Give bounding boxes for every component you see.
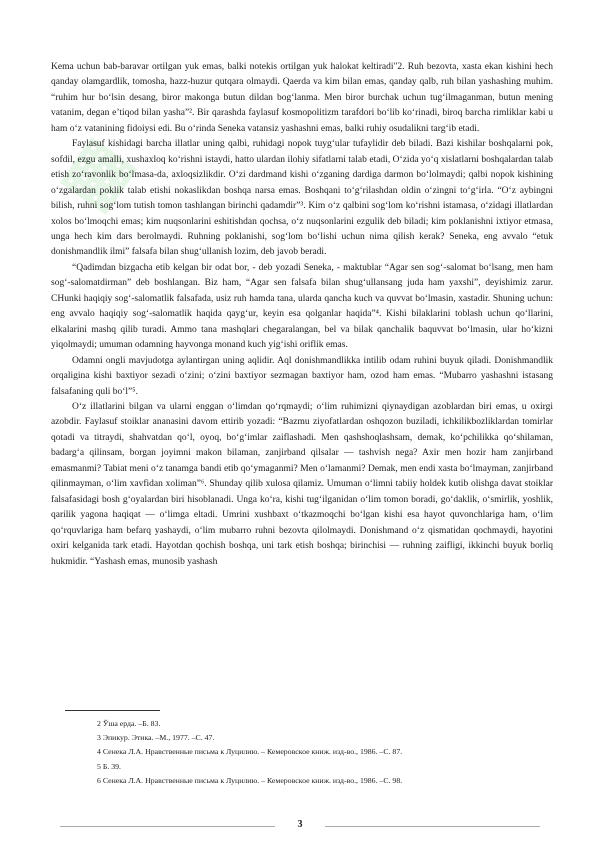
footer-rule-right [325, 826, 540, 827]
footnote-separator [65, 710, 160, 711]
footnote: 5 Б. 39. [97, 761, 121, 771]
footnotes [51, 710, 553, 788]
page-footer [60, 819, 540, 833]
watermark: ▦ [43, 119, 148, 223]
main-text [43, 60, 553, 570]
body-paragraph: O‘z illatlarini bilgan va ularni enggan o‘limdan qo‘rqmaydi; o‘lim ruhimizni qiynaydigan azoblardan biri emas, u oxirgi azobdir. Faylasuf stoiklar ananasini davom ettirib yozadi: “Bazmu ziyofatlardan oshqozon buziladi, ichkilikbozliklardan tomirlar qotadi va titraydi, shahvatdan qo‘l, oyoq, bo‘g‘imlar zaiflashadi. Men qashshoqlashsam, demak, ko‘pchilikka qo‘shilaman, badarg‘a qilinsam, borgan joyimni makon bilaman, zanjirband qilsalar — tashvish nega? Axir men hozir ham zanjirband emasmanmi? Tabiat meni o‘z tanamga bandi etib qo‘ymaganmi? Men o‘lamanmi? Demak, men endi xasta bo‘lmayman, zanjirband qilinmayman, o‘lim xavfidan xoliman”⁶. Shunday qilib xulosa qilamiz. Umuman o‘limni tabiiy holdek kutib olishga davat stoiklar falsafasidagi bosh g‘oyalardan biri hisoblanadi. Unga ko‘ra, kishi tug‘ilganidan o‘lim tomon boradi, go‘daklik, o‘smirlik, yoshlik, qarilik yagona haqiqat — o‘limga eltadi. Umrini xushbaxt o‘tkazmoqchi bo‘lgan kishi esa hayot quvonchlariga ham, o‘lim qo‘rquvlariga ham befarq yashaydi, o‘lim mubarro ruhni bezovta qilolmaydi. Donishmand o‘z qismatidan qochmaydi, hayotini oxiri kelganida tark etadi. Hayotdan qochish boshqa, uni tark etish boshqa; birinchisi — ruhning zaifligi, ikkinchi buyuk borliq hukmidir. “Yashash emas, munosib yashash [51, 401, 553, 567]
body-paragraph: Odamni ongli mavjudotga aylantirgan uning aqlidir. Aql donishmandlikka intilib odam ruhini buyuk qiladi. Donishmandlik orqaligina kishi baxtiyor sezadi o‘zini; o‘zini baxtiyor sezmagan baxtiyor ham, ozod ham emas. “Mubarro yashashni istasang falsafaning quli bo‘l”⁵. [51, 355, 553, 397]
body-paragraph: “Qadimdan bizgacha etib kelgan bir odat bor, - deb yozadi Seneka, - maktublar “Agar sen sog‘-salomat bo‘lsang, men ham sog‘-salomatdirman” deb boshlangan. Biz ham, “Agar sen falsafa bilan shug‘ullansang juda ham yaxshi”, deyishimiz zarur. CHunki haqiqiy sog‘-salomatlik falsafada, usiz ruh hamda tana, ularda qancha kuch va quvvat bo‘lmasin, xastadir. Shuning uchun: eng avvalo haqiqiy sog‘-salomatlik haqida qayg‘ur, keyin esa qolganlar haqida”⁴. Kishi bilaklarini toblash uchun qo‘llarini, elkalarini mashq qilib turadi. Ammo tana mashqlari chegaralangan, bel va bilak qanchalik baquvvat bo‘lmasin, ular ho‘kizni yiqolmaydi; umuman odamning hayvonga monand kuch yig‘ishi oriflik emas. [51, 262, 553, 351]
page-number: 3 [297, 819, 303, 830]
body-paragraph: Kema uchun bab-baravar ortilgan yuk emas, balki notekis ortilgan yuk halokat keltiradi"2. Ruh bezovta, xasta ekan kishini hech qanday olamgardlik, tomosha, hazz-huzur qutqara olmaydi. Qaerda va kim bilan emas, qanday qalb, ruh bilan yashashing muhim. “ruhim hur bo‘lsin desang, biror makonga butun dildan bog‘lanma. Men biror burchak uchun tug‘ilmaganman, butun mening vatanim, degan e’tiqod bilan yasha”². Bir qarashda faylasuf kosmopolitizm tarafdori bo‘lib ko‘rinadi, biroq barcha rimliklar kabi u ham o‘z vatanining fidoiysi edi. Bu o‘rinda Seneka vatansiz yashashni emas, balki ruhiy osudalikni targ‘ib etadi. [51, 62, 553, 134]
footnote: 6 Сенека Л.А. Нравственные письма к Луцилию. – Кемеровское книж. изд-во., 1986. –С. 98. [97, 775, 403, 785]
footnote: 3 Эпикур. Этика. –М., 1977. –С. 47. [97, 733, 215, 743]
footnote: 2 Ўша ерда. –Б. 83. [97, 719, 161, 728]
body-paragraph: Faylasuf kishidagi barcha illatlar uning qalbi, ruhidagi nopok tuyg‘ular tufaylidir deb biladi. Bazi kishilar boshqalarni pok, sofdil, ezgu amalli, xushaxloq ko‘rishni istaydi, hatto ulardan ilohiy sifatlarni talab etadi, O‘zida yo‘q xislatlarni boshqalardan talab etish zo‘ravonlik bo‘lmasa-da, axloqsizlikdir. O‘zi dardmand kishi o‘zganing dardiga darmon bo‘lolmaydi; qalbi nopok kishining o‘zgalardan poklik talab etishi nokaslikdan boshqa narsa emas. Boshqani to‘g‘rilashdan oldin o‘zingni to‘g‘irla. “O‘z aybingni bilish, ruhni sog‘lom tutish tomon tashlangan birinchi qadamdir”³. Kim o‘z qalbini sog‘lom ko‘rishni istamasa, o‘zidagi illatlardan xolos bo‘lmoqchi emas; kim nuqsonlarini eshitishdan qochsa, o‘z nuqsonlarini ezgulik deb biladi; kim poklanishni ixtiyor etmasa, unga hech kim dars berolmaydi. Ruhning poklanishi, sog‘lom bo‘lishi uchun nima qilish kerak? Seneka, eng avvalo “etuk donishmandlik ilmi” falsafa bilan shug‘ullanish lozim, deb javob beradi. [51, 139, 553, 258]
footnote: 4 Сенека Л.А. Нравственные письма к Луцилию. – Кемеровское книж. изд-во., 1986. –С. 87. [97, 747, 403, 757]
